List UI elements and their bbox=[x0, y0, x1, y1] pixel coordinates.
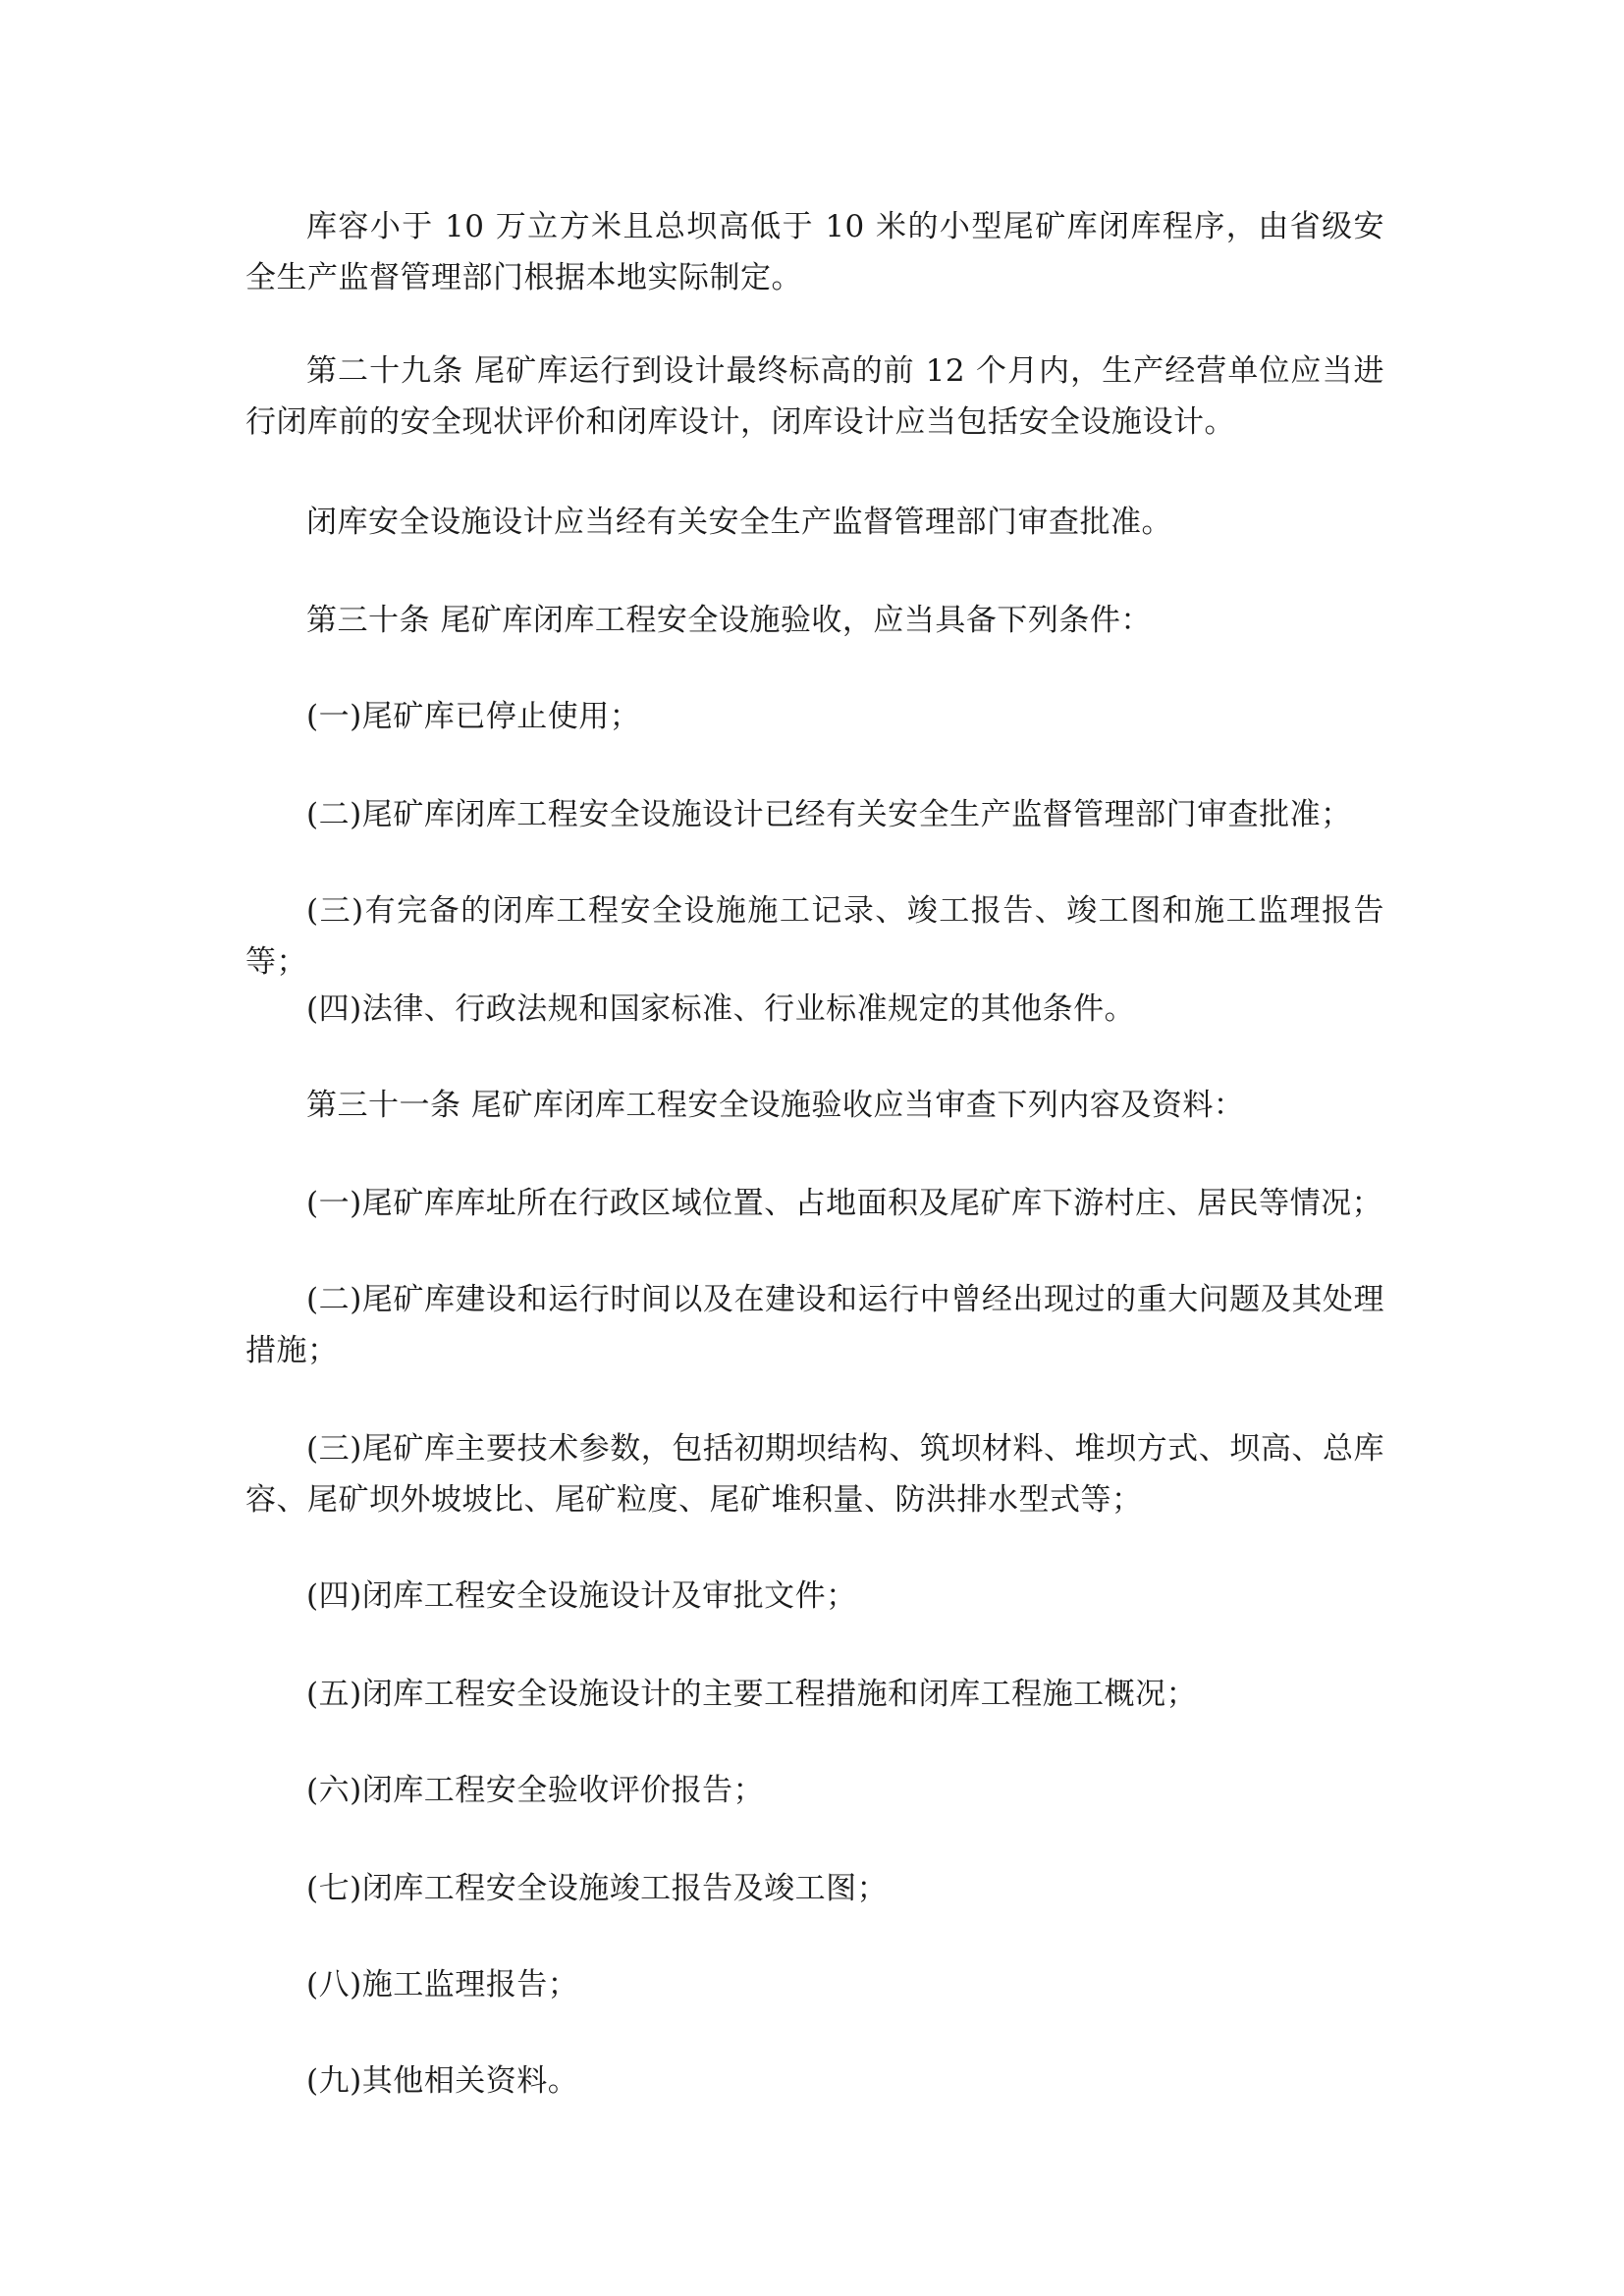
list-item-30-4: (四)法律、行政法规和国家标准、行业标准规定的其他条件。 bbox=[306, 991, 1136, 1027]
list-item-30-3: (三)有完备的闭库工程安全设施施工记录、竣工报告、竣工图和施工监理报告等； bbox=[245, 893, 1384, 980]
list-item-31-3: (三)尾矿库主要技术参数，包括初期坝结构、筑坝材料、堆坝方式、坝高、总库容、尾矿坝外坡坡比、尾矿粒度、尾矿堆积量、防洪排水型式等； bbox=[245, 1431, 1384, 1518]
list-item-30-1: (一)尾矿库已停止使用； bbox=[306, 699, 641, 734]
paragraph-article-30: 第三十条 尾矿库闭库工程安全设施验收，应当具备下列条件： bbox=[306, 603, 1152, 638]
paragraph-article-29: 第二十九条 尾矿库运行到设计最终标高的前 12 个月内，生产经营单位应当进行闭库前的安全现状评价和闭库设计，闭库设计应当包括安全设施设计。 bbox=[245, 353, 1384, 440]
list-item-31-7: (七)闭库工程安全设施竣工报告及竣工图； bbox=[306, 1871, 889, 1906]
list-item-31-5: (五)闭库工程安全设施设计的主要工程措施和闭库工程施工概况； bbox=[306, 1677, 1198, 1712]
list-item-31-6: (六)闭库工程安全验收评价报告； bbox=[306, 1773, 765, 1808]
list-item-31-4: (四)闭库工程安全设施设计及审批文件； bbox=[306, 1578, 857, 1614]
list-item-31-9: (九)其他相关资料。 bbox=[306, 2063, 579, 2099]
paragraph-small-tailings-closure: 库容小于 10 万立方米且总坝高低于 10 米的小型尾矿库闭库程序，由省级安全生产监督管理部门根据本地实际制定。 bbox=[245, 209, 1384, 295]
list-item-31-8: (八)施工监理报告； bbox=[306, 1967, 579, 2002]
paragraph-design-approval: 闭库安全设施设计应当经有关安全生产监督管理部门审查批准。 bbox=[306, 505, 1172, 540]
list-item-31-2: (二)尾矿库建设和运行时间以及在建设和运行中曾经出现过的重大问题及其处理措施； bbox=[245, 1282, 1384, 1368]
list-item-30-2: (二)尾矿库闭库工程安全设施设计已经有关安全生产监督管理部门审查批准； bbox=[306, 797, 1352, 832]
paragraph-article-31: 第三十一条 尾矿库闭库工程安全设施验收应当审查下列内容及资料： bbox=[306, 1088, 1245, 1123]
list-item-31-1: (一)尾矿库库址所在行政区域位置、占地面积及尾矿库下游村庄、居民等情况； bbox=[306, 1186, 1383, 1221]
